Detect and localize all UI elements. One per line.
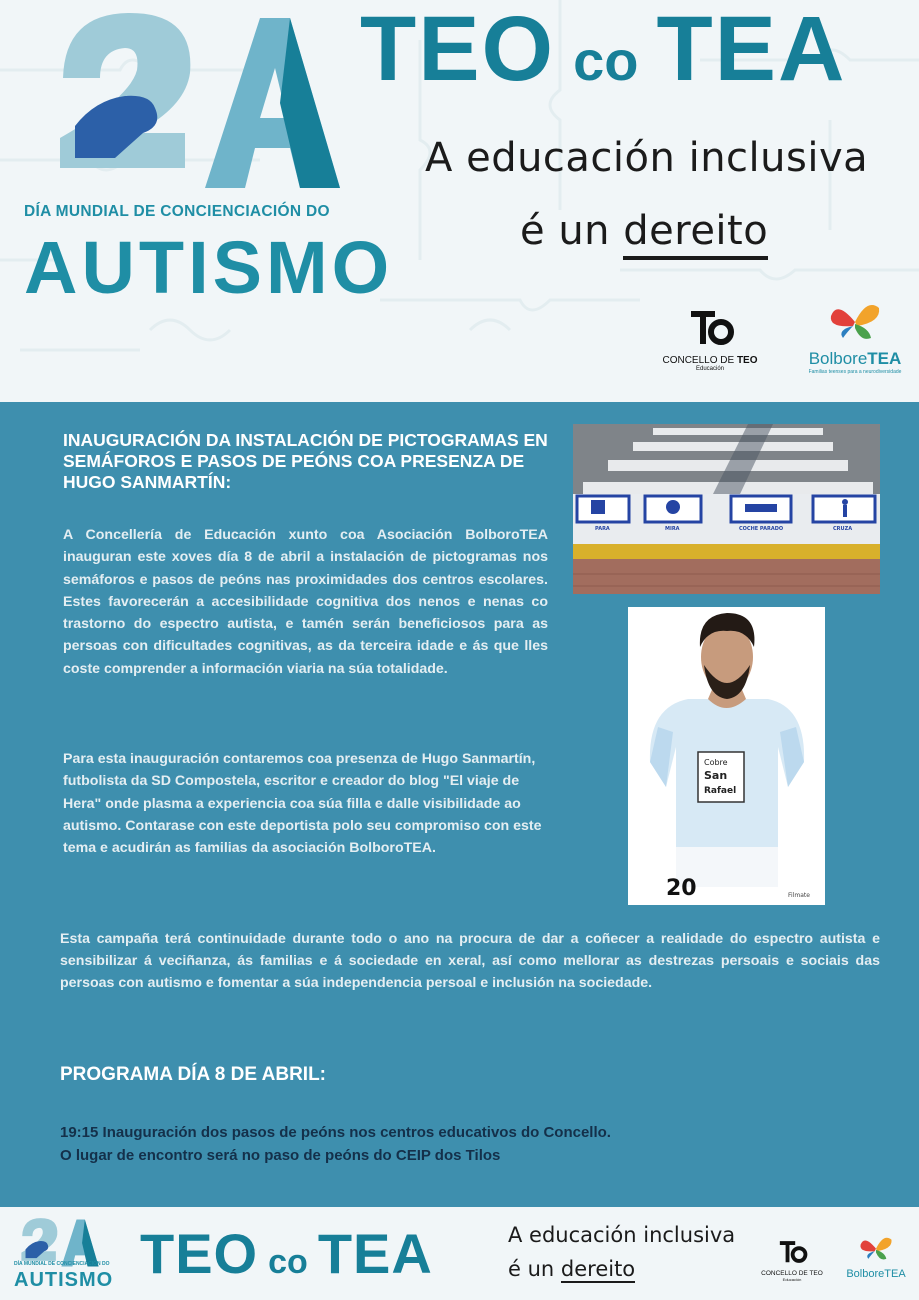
butterfly-icon	[827, 298, 883, 344]
article-section	[0, 402, 919, 1207]
sign-para: PARA	[595, 526, 610, 532]
article-paragraph-2: Para esta inauguración contaremos coa presenza de Hugo Sanmartín, futbolista da SD Compostela, escritor e creador do blog "El viaje de Hera" onde plasma a experiencia coa súa filla e dalle visibilidade ao autismo. Contarase con este deportista polo seu compromiso con este tema e acudirán as familias da asociación BolboroTEA.	[63, 751, 542, 857]
sponsor-line-2: San	[704, 769, 728, 782]
teo-co-tea-title	[360, 0, 915, 100]
crosswalk-pictogram-photo	[573, 424, 880, 594]
footer-concello-logo	[757, 1239, 827, 1294]
photo-credit: Filmate	[788, 892, 810, 899]
bolboretea-logo	[800, 298, 910, 383]
footer-teo-co-tea-title	[140, 1219, 480, 1289]
autismo-wordmark: AUTISMO	[24, 226, 394, 309]
title-tea: TEA	[656, 0, 847, 100]
concello-sub: Educación	[695, 366, 725, 372]
concello-de-teo-logo	[655, 308, 765, 380]
slogan-line-1: A educación inclusiva	[425, 135, 869, 181]
article-paragraph-1: A Concellería de Educación xunto coa Asociación BolboroTEA inauguran este xoves día 8 de abril a instalación de pictogramas nos semáforos e pasos de peóns nas proximidades dos centros escolares. Estes favorecerán a accesibilidade cognitiva dos nenos e nenas co trastorno do espectro autista, e tamén serán beneficiosos para as persoas con dificultades cognitivas, as da terceira idade e ás que lles coste comprender a información viaria na súa totalidade.	[63, 527, 548, 677]
footer-teo-mark-icon	[776, 1239, 808, 1265]
player-number: 20	[666, 876, 697, 901]
footer-title-teo: TEO	[140, 1222, 259, 1285]
footer-bolboretea-logo	[838, 1233, 914, 1293]
poster-header	[0, 0, 919, 402]
poster-footer	[0, 1207, 919, 1300]
article-headline: INAUGURACIÓN DA INSTALACIÓN DE PICTOGRAMAS EN SEMÁFOROS E PASOS DE PEÓNS COA PRESENZA DE HUGO SANMARTÍN:	[63, 430, 548, 492]
footer-autismo: AUTISMO	[14, 1269, 114, 1291]
sign-cruza: CRUZA	[833, 526, 853, 532]
hugo-sanmartin-photo	[628, 607, 825, 905]
slogan-underlined-word: dereito	[623, 208, 768, 260]
schedule-line-2: O lugar de encontro será no paso de peóns do CEIP dos Tilos	[60, 1147, 501, 1164]
slogan-prefix: é un	[520, 208, 624, 254]
slogan-line-2	[520, 208, 820, 254]
title-teo: TEO	[360, 0, 556, 100]
footer-title-co: co	[268, 1243, 308, 1281]
sign-coche-parado: COCHE PARADO	[739, 526, 784, 532]
programa-title: PROGRAMA DÍA 8 DE ABRIL:	[60, 1064, 326, 1085]
sign-mira: MIRA	[665, 526, 680, 532]
footer-dia-mundial: DÍA MUNDIAL DE CONCIENCIACIÓN DO	[14, 1261, 110, 1267]
footer-butterfly-icon	[858, 1233, 894, 1263]
footer-concello-name: CONCELLO DE TEO	[761, 1270, 823, 1277]
schedule-line-1: 19:15 Inauguración dos pasos de peóns nos centros educativos do Concello.	[60, 1124, 611, 1141]
bolbore-sub: Familias teenses para a neurodiversidade	[808, 369, 902, 375]
teo-mark-icon	[685, 308, 735, 348]
title-co: co	[573, 29, 639, 92]
programa-schedule	[60, 1121, 820, 1167]
bolbore-name: BolboreTEA	[808, 349, 902, 368]
footer-slogan-line-2: é un dereito	[508, 1257, 636, 1281]
sponsor-line-1: Cobre	[704, 758, 728, 767]
sponsor-line-3: Rafael	[704, 786, 737, 796]
footer-title-tea: TEA	[317, 1222, 433, 1285]
footer-bolbore-name: BolboreTEA	[846, 1268, 906, 1280]
concello-name: CONCELLO DE TEO	[662, 355, 758, 366]
footer-concello-sub: Educación	[782, 1277, 802, 1282]
world-autism-day-2a-logo	[55, 8, 345, 198]
footer-slogan-line-1: A educación inclusiva	[508, 1223, 736, 1247]
article-paragraph-3: Esta campaña terá continuidade durante todo o ano na procura de dar a coñecer a realidade do espectro autista e sensibilizar á veciñanza, ás familias e á sociedade en xeral, así como mellorar as destrezas persoais e sociais das persoas con autismo e fomentar a súa independencia persoal e inclusión na sociedade.	[60, 931, 880, 991]
dia-mundial-label: DÍA MUNDIAL DE CONCIENCIACIÓN DO	[24, 203, 330, 220]
